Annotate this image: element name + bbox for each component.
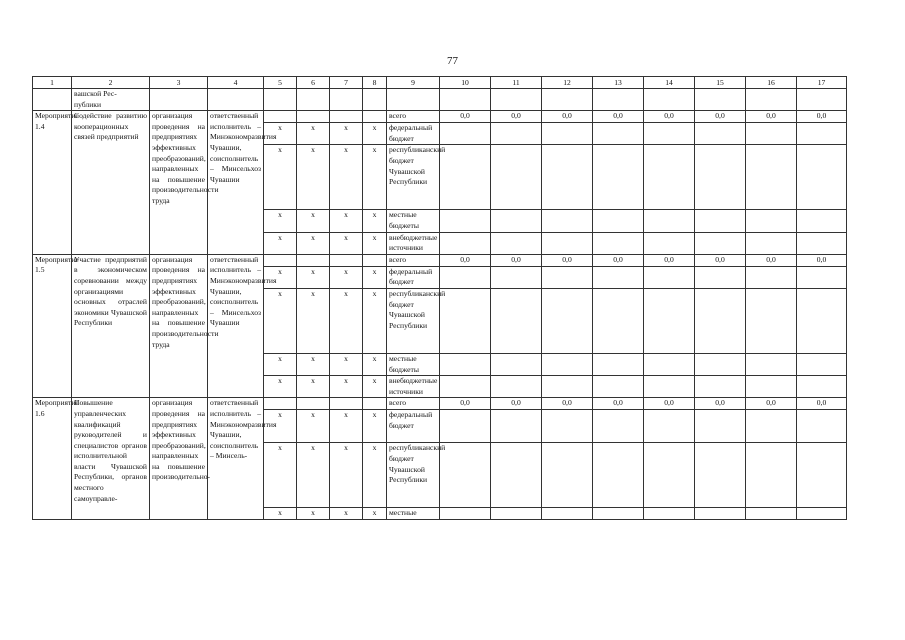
- code-cell: x: [264, 376, 297, 398]
- code-cell: x: [264, 145, 297, 210]
- code-cell: [297, 111, 330, 123]
- funding-value: [695, 353, 746, 375]
- funding-value: [644, 232, 695, 254]
- funding-value: [593, 508, 644, 520]
- funding-value: [593, 145, 644, 210]
- code-cell: x: [363, 410, 387, 443]
- carry-over-text: вашской Рес- публики: [72, 89, 150, 111]
- column-number-8: 8: [363, 77, 387, 89]
- funding-value: [695, 443, 746, 508]
- column-number-6: 6: [297, 77, 330, 89]
- funding-value: 0,0: [440, 111, 491, 123]
- funding-value: [644, 288, 695, 353]
- funding-value: [695, 410, 746, 443]
- column-number-13: 13: [593, 77, 644, 89]
- code-cell: x: [297, 123, 330, 145]
- column-number-10: 10: [440, 77, 491, 89]
- code-cell: [297, 254, 330, 266]
- page-number: 77: [447, 55, 458, 67]
- code-cell: x: [264, 288, 297, 353]
- funding-value: [542, 410, 593, 443]
- code-cell: [297, 398, 330, 410]
- column-number-9: 9: [387, 77, 440, 89]
- funding-value: 0,0: [593, 254, 644, 266]
- funding-value: [593, 123, 644, 145]
- code-cell: x: [330, 232, 363, 254]
- code-cell: x: [297, 353, 330, 375]
- code-cell: x: [297, 210, 330, 232]
- funding-value: [695, 376, 746, 398]
- funding-value: [491, 443, 542, 508]
- code-cell: x: [264, 508, 297, 520]
- funding-value: [797, 123, 847, 145]
- funding-value: [797, 353, 847, 375]
- funding-value: [593, 443, 644, 508]
- measure-2-row-1: [33, 254, 847, 266]
- funding-value: [440, 232, 491, 254]
- column-number-2: 2: [72, 77, 150, 89]
- funding-value: [440, 376, 491, 398]
- funding-value: 0,0: [491, 254, 542, 266]
- code-cell: x: [330, 353, 363, 375]
- funding-value: [440, 266, 491, 288]
- column-number-4: 4: [208, 77, 264, 89]
- funding-value: [593, 210, 644, 232]
- column-number-16: 16: [746, 77, 797, 89]
- code-cell: [330, 398, 363, 410]
- funding-value: [644, 353, 695, 375]
- column-number-15: 15: [695, 77, 746, 89]
- funding-value: [491, 410, 542, 443]
- code-cell: x: [264, 232, 297, 254]
- funding-value: 0,0: [491, 398, 542, 410]
- funding-value: [644, 443, 695, 508]
- funding-value: [695, 508, 746, 520]
- funding-value: [746, 210, 797, 232]
- measure-goal: организация проведения на предприятиях эффективных преобразований, направленных на повышение производительности труда: [150, 111, 208, 255]
- funding-value: 0,0: [797, 111, 847, 123]
- code-cell: [363, 254, 387, 266]
- code-cell: x: [297, 410, 330, 443]
- funding-value: [695, 210, 746, 232]
- measure-id: Мероприятие 1.6: [33, 398, 72, 520]
- funding-source: республиканский бюджет Чувашской Республики: [387, 288, 440, 353]
- funding-value: [797, 232, 847, 254]
- measure-executor: ответственный исполнитель – Минэкономразвития Чувашии, соисполнитель – Минсель-: [208, 398, 264, 520]
- funding-value: 0,0: [695, 254, 746, 266]
- code-cell: x: [297, 266, 330, 288]
- funding-value: [797, 376, 847, 398]
- funding-value: [746, 232, 797, 254]
- funding-value: [644, 508, 695, 520]
- funding-value: [746, 508, 797, 520]
- carry-over-row: [33, 89, 847, 111]
- code-cell: x: [264, 443, 297, 508]
- funding-value: [695, 232, 746, 254]
- funding-source: федеральный бюджет: [387, 123, 440, 145]
- funding-source: всего: [387, 398, 440, 410]
- funding-value: [440, 145, 491, 210]
- funding-value: [542, 123, 593, 145]
- code-cell: x: [297, 376, 330, 398]
- code-cell: x: [363, 508, 387, 520]
- code-cell: [363, 398, 387, 410]
- column-number-3: 3: [150, 77, 208, 89]
- funding-value: [593, 232, 644, 254]
- program-funding-table: [32, 76, 847, 520]
- column-number-17: 17: [797, 77, 847, 89]
- funding-value: 0,0: [440, 254, 491, 266]
- code-cell: [363, 111, 387, 123]
- measure-executor: ответственный исполнитель – Минэкономразвития Чувашии, соисполнитель – Минсельхоз Чувашии: [208, 254, 264, 398]
- funding-value: 0,0: [644, 398, 695, 410]
- code-cell: x: [363, 288, 387, 353]
- funding-value: [593, 353, 644, 375]
- code-cell: x: [264, 266, 297, 288]
- code-cell: x: [330, 410, 363, 443]
- funding-value: 0,0: [593, 111, 644, 123]
- funding-source: местные: [387, 508, 440, 520]
- funding-value: [542, 288, 593, 353]
- code-cell: x: [363, 376, 387, 398]
- funding-value: [746, 288, 797, 353]
- funding-value: [695, 288, 746, 353]
- funding-value: [746, 353, 797, 375]
- funding-value: [797, 210, 847, 232]
- funding-value: [644, 123, 695, 145]
- funding-source: республиканский бюджет Чувашской Республики: [387, 145, 440, 210]
- funding-source: внебюджетные источники: [387, 376, 440, 398]
- measure-id: Мероприятие 1.4: [33, 111, 72, 255]
- measure-3-row-1: [33, 398, 847, 410]
- funding-value: [797, 145, 847, 210]
- column-number-7: 7: [330, 77, 363, 89]
- funding-source: местные бюджеты: [387, 353, 440, 375]
- code-cell: x: [297, 508, 330, 520]
- code-cell: x: [363, 232, 387, 254]
- funding-value: [440, 353, 491, 375]
- code-cell: x: [330, 123, 363, 145]
- funding-source: всего: [387, 254, 440, 266]
- funding-source: федеральный бюджет: [387, 410, 440, 443]
- code-cell: x: [264, 210, 297, 232]
- code-cell: x: [330, 288, 363, 353]
- funding-value: [440, 508, 491, 520]
- funding-value: [440, 443, 491, 508]
- funding-value: [797, 410, 847, 443]
- funding-value: [542, 145, 593, 210]
- funding-value: 0,0: [746, 398, 797, 410]
- funding-value: [797, 288, 847, 353]
- funding-value: 0,0: [542, 398, 593, 410]
- funding-value: [542, 210, 593, 232]
- funding-value: [542, 232, 593, 254]
- code-cell: x: [330, 376, 363, 398]
- code-cell: x: [330, 210, 363, 232]
- funding-value: [746, 123, 797, 145]
- measure-name: Повышение управленческих квалификаций руководителей и специалистов органов исполнительной власти Чувашской Республики, органов местного самоуправле-: [72, 398, 150, 520]
- code-cell: [330, 111, 363, 123]
- funding-value: [644, 210, 695, 232]
- funding-value: [695, 123, 746, 145]
- funding-value: [491, 288, 542, 353]
- code-cell: x: [330, 443, 363, 508]
- funding-value: [491, 145, 542, 210]
- code-cell: x: [297, 145, 330, 210]
- measure-executor: ответственный исполнитель – Минэкономразвития Чувашии, соисполнитель – Минсельхоз Чувашии: [208, 111, 264, 255]
- funding-value: [593, 288, 644, 353]
- funding-value: [440, 410, 491, 443]
- funding-value: 0,0: [746, 111, 797, 123]
- funding-value: [491, 123, 542, 145]
- code-cell: x: [363, 353, 387, 375]
- funding-value: [644, 266, 695, 288]
- funding-value: 0,0: [644, 254, 695, 266]
- code-cell: x: [363, 443, 387, 508]
- funding-value: [746, 376, 797, 398]
- funding-value: [491, 508, 542, 520]
- funding-value: 0,0: [542, 111, 593, 123]
- code-cell: [264, 111, 297, 123]
- code-cell: x: [363, 210, 387, 232]
- code-cell: x: [330, 266, 363, 288]
- funding-source: местные бюджеты: [387, 210, 440, 232]
- funding-value: [491, 266, 542, 288]
- code-cell: x: [330, 508, 363, 520]
- funding-value: [542, 508, 593, 520]
- funding-value: [593, 266, 644, 288]
- funding-value: [440, 210, 491, 232]
- funding-value: [542, 266, 593, 288]
- funding-value: [491, 376, 542, 398]
- code-cell: [264, 254, 297, 266]
- funding-value: [593, 376, 644, 398]
- column-number-1: 1: [33, 77, 72, 89]
- funding-value: [644, 376, 695, 398]
- funding-value: 0,0: [644, 111, 695, 123]
- funding-value: 0,0: [797, 254, 847, 266]
- funding-value: 0,0: [593, 398, 644, 410]
- funding-value: [746, 145, 797, 210]
- code-cell: x: [363, 266, 387, 288]
- funding-value: [440, 123, 491, 145]
- code-cell: x: [297, 232, 330, 254]
- column-number-5: 5: [264, 77, 297, 89]
- column-number-12: 12: [542, 77, 593, 89]
- funding-value: [491, 353, 542, 375]
- funding-value: 0,0: [695, 398, 746, 410]
- funding-value: 0,0: [695, 111, 746, 123]
- code-cell: [330, 254, 363, 266]
- funding-source: республиканский бюджет Чувашской Республики: [387, 443, 440, 508]
- funding-value: [746, 410, 797, 443]
- column-number-header-row: [33, 77, 847, 89]
- funding-value: [440, 288, 491, 353]
- column-number-11: 11: [491, 77, 542, 89]
- funding-value: [491, 232, 542, 254]
- funding-source: внебюджетные источники: [387, 232, 440, 254]
- funding-value: 0,0: [797, 398, 847, 410]
- column-number-14: 14: [644, 77, 695, 89]
- code-cell: x: [363, 123, 387, 145]
- funding-value: 0,0: [491, 111, 542, 123]
- measure-name: Участие предприятий в экономическом соревновании между организациями основных отраслей экономики Чувашской Республики: [72, 254, 150, 398]
- code-cell: x: [297, 443, 330, 508]
- code-cell: [264, 398, 297, 410]
- measure-name: Содействие развитию кооперационных связей предприятий: [72, 111, 150, 255]
- funding-value: [644, 145, 695, 210]
- measure-id: Мероприятие 1.5: [33, 254, 72, 398]
- funding-value: [797, 443, 847, 508]
- code-cell: x: [330, 145, 363, 210]
- funding-source: федеральный бюджет: [387, 266, 440, 288]
- funding-value: [542, 443, 593, 508]
- funding-value: [542, 376, 593, 398]
- code-cell: x: [264, 353, 297, 375]
- funding-value: 0,0: [440, 398, 491, 410]
- funding-value: [695, 266, 746, 288]
- funding-value: [644, 410, 695, 443]
- code-cell: x: [363, 145, 387, 210]
- funding-value: 0,0: [542, 254, 593, 266]
- measure-1-row-1: [33, 111, 847, 123]
- funding-value: [695, 145, 746, 210]
- funding-value: [746, 443, 797, 508]
- code-cell: x: [264, 410, 297, 443]
- measure-goal: организация проведения на предприятиях эффективных преобразований, направленных на повышение производительности труда: [150, 254, 208, 398]
- funding-value: [797, 266, 847, 288]
- measure-goal: организация проведения на предприятиях эффективных преобразований, направленных на повышение производительно-: [150, 398, 208, 520]
- funding-value: [491, 210, 542, 232]
- funding-value: [746, 266, 797, 288]
- funding-value: 0,0: [746, 254, 797, 266]
- funding-value: [797, 508, 847, 520]
- code-cell: x: [297, 288, 330, 353]
- code-cell: x: [264, 123, 297, 145]
- funding-value: [542, 353, 593, 375]
- funding-source: всего: [387, 111, 440, 123]
- funding-value: [593, 410, 644, 443]
